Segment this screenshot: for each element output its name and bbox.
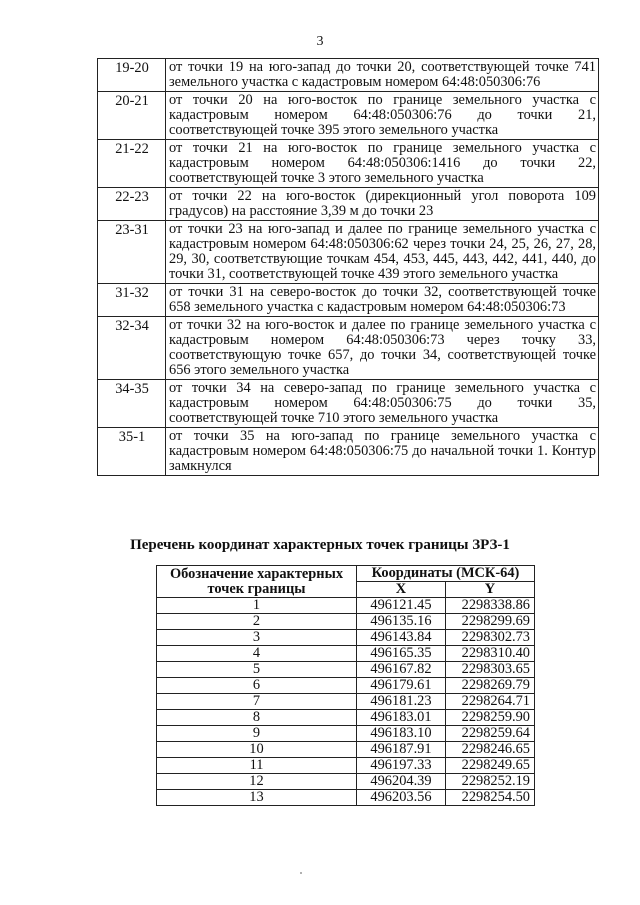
segment-description: от точки 23 на юго-запад и далее по границе земельного участка с кадастровым номером 64:48:050306:62 через точки 24, 25, 26, 27, 28, 29, 30, соответствующие точкам 454, 453, 445, 443, 442, 441, 440, до точки 31, соответствующей точке 439 этого земельного участка	[166, 221, 599, 284]
point-number: 10	[157, 742, 357, 758]
point-number: 12	[157, 774, 357, 790]
point-number: 11	[157, 758, 357, 774]
coord-y: 2298299.69	[446, 614, 535, 630]
segment-row	[98, 59, 599, 92]
coords-header-row	[157, 566, 535, 582]
col-header-coords: Координаты (МСК-64)	[357, 566, 535, 582]
segment-row	[98, 221, 599, 284]
coord-y: 2298259.64	[446, 726, 535, 742]
point-number: 1	[157, 598, 357, 614]
coord-x: 496203.56	[357, 790, 446, 806]
coord-x: 496187.91	[357, 742, 446, 758]
coords-row	[157, 598, 535, 614]
segment-row	[98, 140, 599, 188]
segment-row	[98, 188, 599, 221]
coords-row	[157, 662, 535, 678]
coords-row	[157, 742, 535, 758]
segment-code: 21-22	[98, 140, 166, 188]
page-number: 3	[316, 34, 324, 49]
point-number: 8	[157, 710, 357, 726]
segment-row	[98, 428, 599, 476]
coord-y: 2298303.65	[446, 662, 535, 678]
segment-description: от точки 19 на юго-запад до точки 20, соответствующей точке 741 земельного участка с кадастровым номером 64:48:050306:76	[166, 59, 599, 92]
segment-code: 35-1	[98, 428, 166, 476]
coord-x: 496135.16	[357, 614, 446, 630]
point-number: 6	[157, 678, 357, 694]
coord-x: 496181.23	[357, 694, 446, 710]
col-header-y: Y	[446, 582, 535, 598]
point-number: 3	[157, 630, 357, 646]
coord-y: 2298310.40	[446, 646, 535, 662]
point-number: 13	[157, 790, 357, 806]
segment-code: 32-34	[98, 317, 166, 380]
segment-description: от точки 32 на юго-восток и далее по границе земельного участка с кадастровым номером 64:48:050306:73 через точку 33, соответствующую точке 657, до точки 34, соответствующей точке 656 этого земельного участка	[166, 317, 599, 380]
boundary-segments-table	[97, 58, 599, 476]
coords-row	[157, 774, 535, 790]
point-number: 5	[157, 662, 357, 678]
coord-y: 2298254.50	[446, 790, 535, 806]
segment-description: от точки 34 на северо-запад по границе земельного участка с кадастровым номером 64:48:050306:75 до точки 35, соответствующей точке 710 этого земельного участка	[166, 380, 599, 428]
segment-row	[98, 284, 599, 317]
col-header-point: Обозначение характерных точек границы	[157, 566, 357, 598]
segment-row	[98, 317, 599, 380]
segments-body	[98, 59, 599, 476]
coord-x: 496204.39	[357, 774, 446, 790]
coord-y: 2298338.86	[446, 598, 535, 614]
coords-row	[157, 678, 535, 694]
segment-code: 23-31	[98, 221, 166, 284]
segment-code: 31-32	[98, 284, 166, 317]
coord-y: 2298264.71	[446, 694, 535, 710]
segment-code: 19-20	[98, 59, 166, 92]
coords-row	[157, 726, 535, 742]
point-number: 2	[157, 614, 357, 630]
coords-row	[157, 790, 535, 806]
coord-y: 2298246.65	[446, 742, 535, 758]
coord-x: 496143.84	[357, 630, 446, 646]
coord-y: 2298302.73	[446, 630, 535, 646]
coord-y: 2298252.19	[446, 774, 535, 790]
coord-y: 2298249.65	[446, 758, 535, 774]
coord-x: 496165.35	[357, 646, 446, 662]
segment-code: 20-21	[98, 92, 166, 140]
coords-row	[157, 694, 535, 710]
coords-heading: Перечень координат характерных точек границы ЗРЗ-1	[130, 537, 510, 553]
coords-row	[157, 630, 535, 646]
coord-y: 2298259.90	[446, 710, 535, 726]
coord-y: 2298269.79	[446, 678, 535, 694]
segment-code: 22-23	[98, 188, 166, 221]
coord-x: 496183.10	[357, 726, 446, 742]
coords-row	[157, 646, 535, 662]
scan-speck	[300, 872, 302, 874]
point-number: 9	[157, 726, 357, 742]
coord-x: 496121.45	[357, 598, 446, 614]
coords-row	[157, 710, 535, 726]
segment-description: от точки 21 на юго-восток по границе земельного участка с кадастровым номером 64:48:050306:1416 до точки 22, соответствующей точке 3 этого земельного участка	[166, 140, 599, 188]
segment-description: от точки 35 на юго-запад по границе земельного участка с кадастровым номером 64:48:050306:75 до начальной точки 1. Контур замкнулся	[166, 428, 599, 476]
segment-description: от точки 22 на юго-восток (дирекционный угол поворота 109 градусов) на расстояние 3,39 м до точки 23	[166, 188, 599, 221]
coord-x: 496183.01	[357, 710, 446, 726]
coords-body	[157, 598, 535, 806]
coord-x: 496167.82	[357, 662, 446, 678]
coord-x: 496197.33	[357, 758, 446, 774]
coord-x: 496179.61	[357, 678, 446, 694]
segment-description: от точки 31 на северо-восток до точки 32, соответствующей точке 658 земельного участка с кадастровым номером 64:48:050306:73	[166, 284, 599, 317]
segment-row	[98, 92, 599, 140]
segment-code: 34-35	[98, 380, 166, 428]
point-number: 4	[157, 646, 357, 662]
segment-description: от точки 20 на юго-восток по границе земельного участка с кадастровым номером 64:48:050306:76 до точки 21, соответствующей точке 395 этого земельного участка	[166, 92, 599, 140]
segment-row	[98, 380, 599, 428]
coords-row	[157, 614, 535, 630]
coords-row	[157, 758, 535, 774]
point-number: 7	[157, 694, 357, 710]
col-header-x: X	[357, 582, 446, 598]
coordinates-table	[156, 565, 535, 806]
